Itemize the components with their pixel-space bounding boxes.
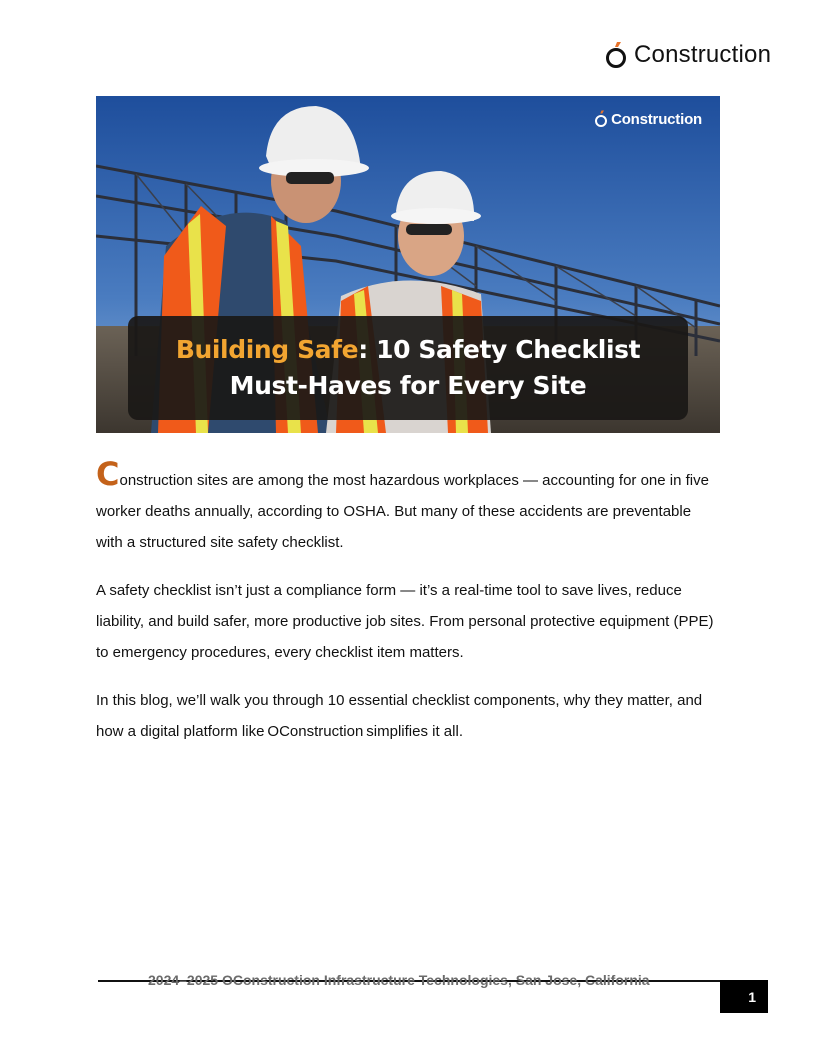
paragraph-intro-text: onstruction sites are among the most hazardous workplaces — accounting for one in five worker deaths annually, according to OSHA. But many of these accidents are preventable with a structured site safety checklist. — [96, 472, 709, 551]
o-construction-logo-icon — [604, 40, 630, 70]
brand-mention: OConstruction — [267, 723, 364, 740]
footer-copyright: 2024–2025 OConstruction Infrastructure Technologies, San Jose, California — [148, 972, 650, 988]
o-construction-logo-icon — [594, 110, 609, 128]
hero-logo-text: Construction — [611, 110, 702, 128]
paragraph-blog-end: simplifies it all. — [366, 723, 463, 740]
page-number: 1 — [720, 980, 768, 1013]
hero-caption-box — [128, 316, 688, 420]
paragraph-checklist: A safety checklist isn’t just a compliance form — it’s a real-time tool to save lives, reduce liability, and build safer, more productive job sites. From personal protective equipment (PPE) to emergency procedures, every checklist item matters. — [96, 582, 714, 661]
hero-image — [96, 96, 720, 433]
article-body — [96, 455, 720, 764]
hero-title-rest: : 10 Safety Checklist — [358, 335, 641, 364]
logo-text: Construction — [634, 41, 772, 68]
hero-title-accent: Building Safe — [175, 335, 359, 364]
paragraph-blog-text: In this blog, we’ll walk you through 10 essential checklist components, why they matter, and how a digital platform like — [96, 692, 703, 740]
hero-title-line-1 — [176, 332, 640, 368]
brand-logo — [604, 38, 771, 72]
hero-title-line-2: Must-Haves for Every Site — [229, 371, 587, 400]
paragraph-intro — [96, 455, 720, 558]
paragraph-blog — [96, 685, 720, 747]
drop-cap: C — [96, 455, 120, 493]
hero-brand-logo — [594, 110, 702, 128]
